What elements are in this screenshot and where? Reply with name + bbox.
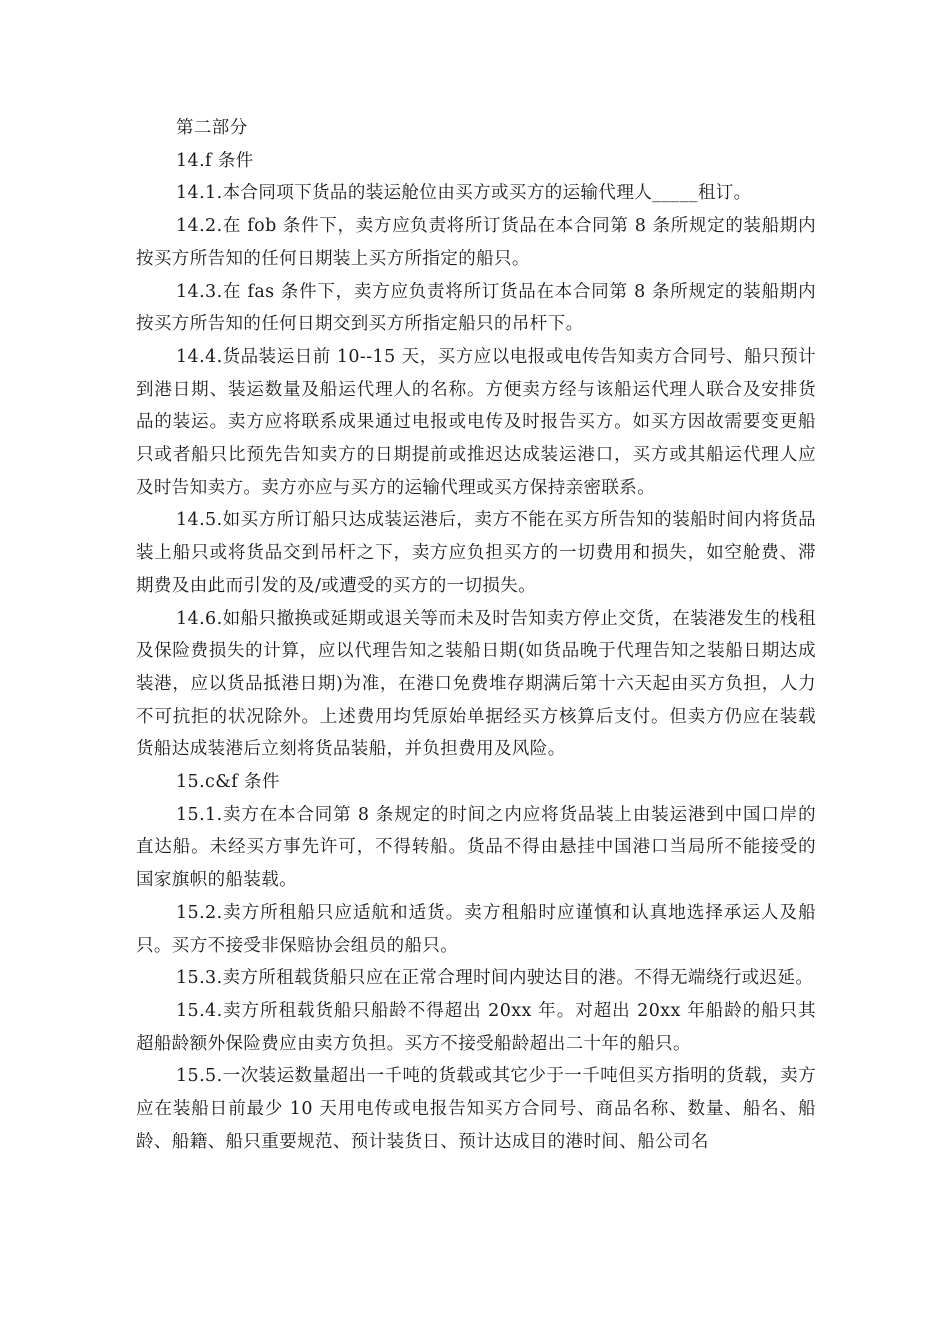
clause-14-4: 14.4.货品装运日前 10--15 天，买方应以电报或电传告知卖方合同号、船只预计到港日期、装运数量及船运代理人的名称。方便卖方经与该船运代理人联合及安排货品的装运。卖方应将联系成果通过电报或电传及时报告买方。如买方因故需要变更船只或者船只比预先告知卖方的日期提前或推迟达成装运港口，买方或其船运代理人应及时告知卖方。卖方亦应与买方的运输代理或买方保持亲密联系。 <box>136 346 816 498</box>
clause-heading-14: 14.f 条件 <box>176 150 254 171</box>
document-page <box>136 112 816 1159</box>
clause-14-5: 14.5.如买方所订船只达成装运港后，卖方不能在买方所告知的装船时间内将货品装上船只或将货品交到吊杆之下，卖方应负担买方的一切费用和损失，如空舱费、滞期费及由此而引发的及/或遭受的买方的一切损失。 <box>136 510 816 596</box>
clause-14-3: 14.3.在 fas 条件下，卖方应负责将所订货品在本合同第 8 条所规定的装船期内按买方所告知的任何日期交到买方所指定船只的吊杆下。 <box>136 281 816 335</box>
clause-14-6: 14.6.如船只撤换或延期或退关等而未及时告知卖方停止交货，在装港发生的栈租及保险费损失的计算，应以代理告知之装船日期(如货品晚于代理告知之装船日期达成装港，应以货品抵港日期)为准，在港口免费堆存期满后第十六天起由买方负担，人力不可抗拒的状况除外。上述费用均凭原始单据经买方核算后支付。但卖方仍应在装载货船达成装港后立刻将货品装船，并负担费用及风险。 <box>136 608 816 760</box>
clause-15-1: 15.1.卖方在本合同第 8 条规定的时间之内应将货品装上由装运港到中国口岸的直达船。未经买方事先许可，不得转船。货品不得由悬挂中国港口当局所不能接受的国家旗帜的船装载。 <box>136 804 816 891</box>
clause-14-1: 14.1.本合同项下货品的装运舱位由买方或买方的运输代理人_____租订。 <box>176 183 752 204</box>
clause-15-3: 15.3.卖方所租载货船只应在正常合理时间内驶达目的港。不得无端绕行或迟延。 <box>176 968 814 989</box>
clause-15-4: 15.4.卖方所租载货船只船龄不得超出 20xx 年。对超出 20xx 年船龄的船只其超船龄额外保险费应由卖方负担。买方不接受船龄超出二十年的船只。 <box>136 1000 816 1054</box>
clause-15-5: 15.5.一次装运数量超出一千吨的货载或其它少于一千吨但买方指明的货载，卖方应在装船日前最少 10 天用电传或电报告知买方合同号、商品名称、数量、船名、船龄、船籍、船只重要规范、预计装货日、预计达成目的港时间、船公司名 <box>136 1066 816 1152</box>
clause-15-2: 15.2.卖方所租船只应适航和适货。卖方租船时应谨慎和认真地选择承运人及船只。买方不接受非保赔协会组员的船只。 <box>136 902 816 956</box>
clause-heading-15: 15.c&f 条件 <box>176 772 280 793</box>
clause-14-2: 14.2.在 fob 条件下，卖方应负责将所订货品在本合同第 8 条所规定的装船期内按买方所告知的任何日期装上买方所指定的船只。 <box>136 216 816 269</box>
section-heading-part-two: 第二部分 <box>176 118 248 138</box>
